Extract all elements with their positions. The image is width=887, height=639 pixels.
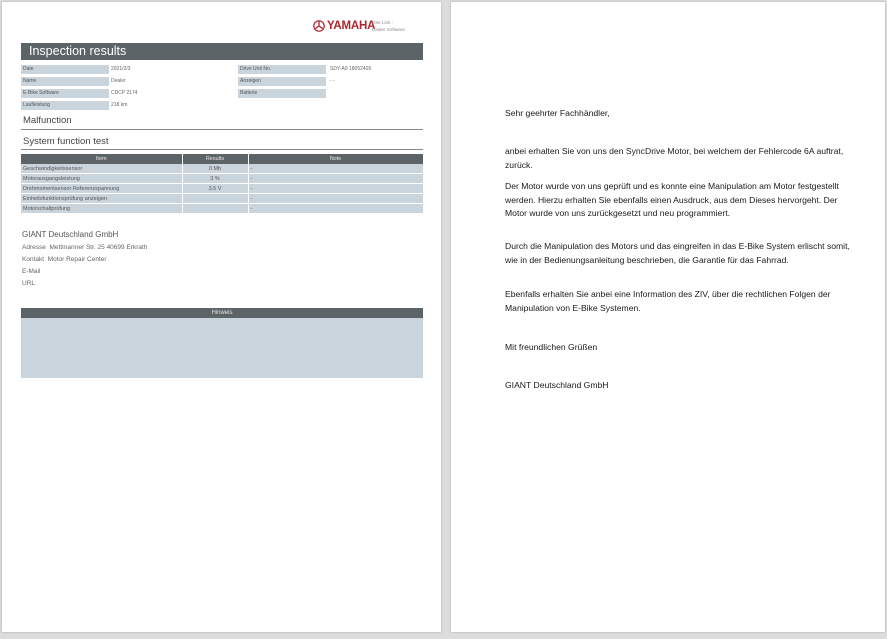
info-row xyxy=(21,65,423,74)
info-label: Batterie xyxy=(238,89,326,98)
hinweis-header: Hinweis xyxy=(21,308,423,318)
contact-person xyxy=(22,256,107,263)
contact-label: URL xyxy=(22,280,36,287)
info-value: 2021/2/3 xyxy=(111,66,131,72)
result-cell xyxy=(182,194,248,204)
system-function-table xyxy=(21,154,424,214)
info-value: - - xyxy=(330,78,335,84)
inspection-report-page xyxy=(2,2,441,632)
table-row xyxy=(21,194,423,204)
column-header: Item xyxy=(21,154,182,164)
note-cell: - xyxy=(248,204,423,214)
letter-paragraph: anbei erhalten Sie von uns den SyncDrive Motor, bei welchem der Fehlercode 6A auftrat, zurück. xyxy=(505,146,844,170)
scan-speck: · xyxy=(495,10,497,16)
column-header: Results xyxy=(182,154,248,164)
brand-subtitle-line: One Link - xyxy=(372,20,394,25)
divider xyxy=(21,149,423,150)
brand-subtitle-line: Dealer Software xyxy=(372,27,405,32)
note-cell: - xyxy=(248,194,423,204)
info-row xyxy=(21,89,423,98)
info-label: Laufleistung xyxy=(21,101,109,110)
contact-label: Kontakt xyxy=(22,256,45,263)
info-label: E-Bike Software xyxy=(21,89,109,98)
letter-signature: GIANT Deutschland GmbH xyxy=(505,380,609,390)
contact-value: Mettmanner Str. 25 40699 Erkrath xyxy=(49,244,148,251)
hinweis-content xyxy=(21,318,423,378)
info-label: Name xyxy=(21,77,109,86)
dealer-company: GIANT Deutschland GmbH xyxy=(22,230,119,239)
info-row xyxy=(21,77,423,86)
tuning-fork-logo-icon xyxy=(313,20,325,32)
contact-value: Motor Repair Center xyxy=(47,256,107,263)
contact-address xyxy=(22,244,147,251)
contact-label: Adresse xyxy=(22,244,46,251)
scan-speck: · xyxy=(541,32,543,38)
yamaha-logo xyxy=(313,20,375,32)
table-row xyxy=(21,184,423,194)
table-row xyxy=(21,204,423,214)
letter-paragraph: Durch die Manipulation des Motors und das eingreifen in das E-Bike System erlischt somit, wie in der Bedienungsanleitung beschrieben, die Garantie für das Fahrrad. xyxy=(505,241,850,265)
contact-url xyxy=(22,280,35,287)
brand-name: YAMAHA xyxy=(327,20,376,32)
result-cell: 0 Mb xyxy=(182,164,248,174)
table-row xyxy=(21,174,423,184)
system-test-heading: System function test xyxy=(23,136,109,147)
note-cell: - xyxy=(248,184,423,194)
info-value: CDCP 2174 xyxy=(111,90,138,96)
result-cell: 3 % xyxy=(182,174,248,184)
letter-page xyxy=(451,2,885,632)
item-cell: Geschwindigkeitssensor xyxy=(21,164,182,174)
info-label: Date xyxy=(21,65,109,74)
result-cell: 3.5 V xyxy=(182,184,248,194)
info-value: Dealer xyxy=(111,78,126,84)
report-title: Inspection results xyxy=(21,43,423,60)
table-row xyxy=(21,164,423,174)
info-label: Anzeigen xyxy=(238,77,326,86)
note-cell: - xyxy=(248,164,423,174)
brand-subtitle xyxy=(372,19,405,33)
item-cell: Motorschaltprüfung xyxy=(21,204,182,214)
item-cell: Drehmomentsensor Referenzspannung xyxy=(21,184,182,194)
letter-paragraph: Der Motor wurde von uns geprüft und es konnte eine Manipulation am Motor festgestellt werden. Hierzu erhalten Sie ebenfalls einen Ausdruck, aus dem Dieses hervorgeht. Der Motor wurde von uns zurückgesetzt und neu programmiert. xyxy=(505,181,839,218)
scan-speck: · xyxy=(465,16,467,22)
letter-paragraph: Ebenfalls erhalten Sie anbei eine Information des ZIV, über die rechtlichen Folgen der Manipulation von E-Bike Systemen. xyxy=(505,289,831,313)
letter-closing: Mit freundlichen Grüßen xyxy=(505,342,598,352)
note-cell: - xyxy=(248,174,423,184)
column-header: Note xyxy=(248,154,423,164)
info-row xyxy=(21,101,423,110)
divider xyxy=(21,129,423,130)
item-cell: Motorausgangsleistung xyxy=(21,174,182,184)
item-cell: Einheitsfunktionsprüfung anzeigen xyxy=(21,194,182,204)
scan-speck: · xyxy=(459,147,461,153)
info-value: SDY-A9 18052405 xyxy=(330,66,372,72)
info-label: Drive Unit No. xyxy=(238,65,326,74)
letter-salutation: Sehr geehrter Fachhändler, xyxy=(505,108,610,118)
contact-email xyxy=(22,268,40,275)
info-value: 218 km xyxy=(111,102,128,108)
table-header-row xyxy=(21,154,423,164)
malfunction-heading: Malfunction xyxy=(23,115,72,126)
contact-label: E-Mail xyxy=(22,268,41,275)
result-cell xyxy=(182,204,248,214)
